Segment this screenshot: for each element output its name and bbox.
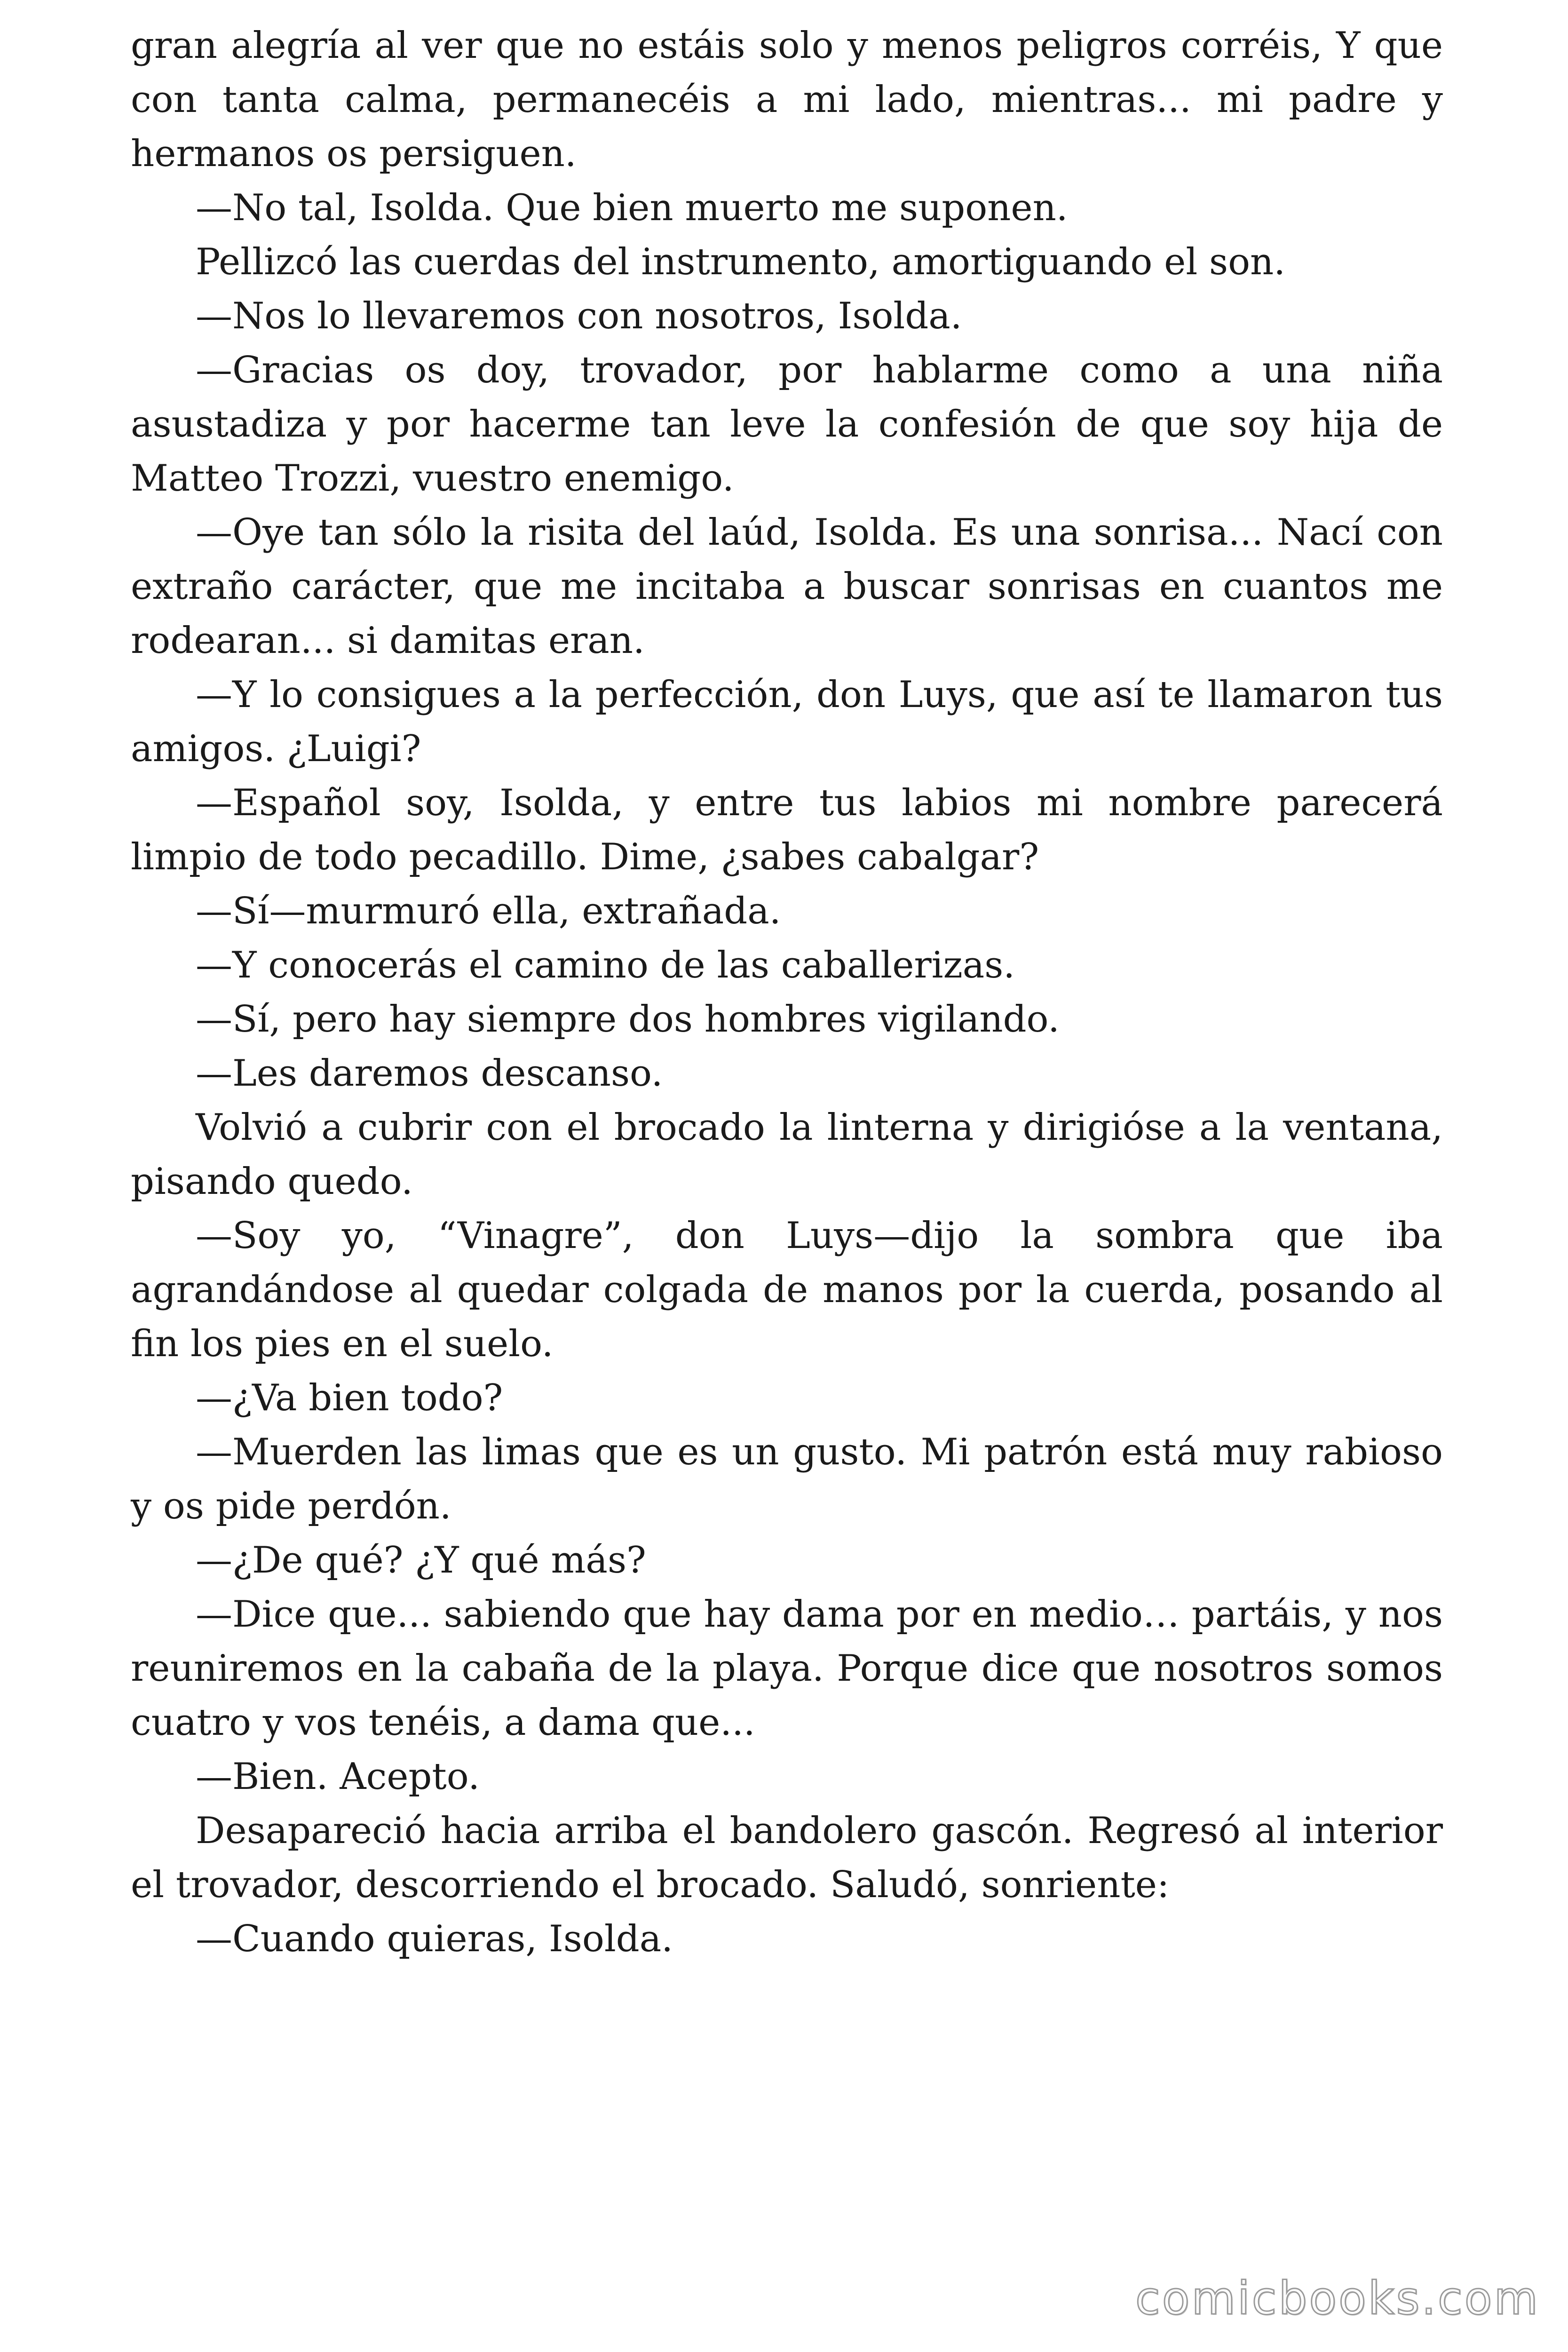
paragraph: —¿De qué? ¿Y qué más?	[196, 1539, 646, 1581]
book-page-text	[131, 19, 1443, 1966]
paragraph: —No tal, Isolda. Que bien muerto me suponen.	[196, 187, 1068, 229]
watermark: comicbooks.com	[1135, 2272, 1540, 2325]
paragraph: —Bien. Acepto.	[196, 1756, 480, 1798]
paragraph: —Nos lo llevaremos con nosotros, Isolda.	[196, 295, 962, 337]
paragraph: —Oye tan sólo la risita del laúd, Isolda. Es una sonrisa... Nací con extraño carácter, que me incitaba a buscar sonrisas en cuantos me rodearan... si damitas eran.	[131, 511, 1443, 662]
paragraph: —Sí—murmuró ella, extrañada.	[196, 890, 781, 932]
paragraph: —Y conocerás el camino de las caballerizas.	[196, 944, 1015, 986]
paragraph: —Sí, pero hay siempre dos hombres vigilando.	[196, 998, 1060, 1041]
paragraph: Desapareció hacia arriba el bandolero gascón. Regresó al interior el trovador, descorriendo el brocado. Saludó, sonriente:	[131, 1810, 1443, 1906]
paragraph: —Y lo consigues a la perfección, don Luys, que así te llamaron tus amigos. ¿Luigi?	[131, 674, 1443, 770]
paragraph: —Cuando quieras, Isolda.	[196, 1918, 673, 1960]
paragraph: —Muerden las limas que es un gusto. Mi patrón está muy rabioso y os pide perdón.	[131, 1431, 1443, 1527]
paragraph: gran alegría al ver que no estáis solo y menos peligros corréis, Y que con tanta calma, permanecéis a mi lado, mientras... mi padre y hermanos os persiguen.	[131, 24, 1443, 175]
paragraph: —Soy yo, “Vinagre”, don Luys—dijo la sombra que iba agrandándose al quedar colgada de manos por la cuerda, posando al fin los pies en el suelo.	[131, 1215, 1443, 1365]
paragraph: Volvió a cubrir con el brocado la linterna y dirigióse a la ventana, pisando quedo.	[131, 1106, 1443, 1203]
paragraph: —Les daremos descanso.	[196, 1052, 663, 1095]
paragraph: —Gracias os doy, trovador, por hablarme como a una niña asustadiza y por hacerme tan leve la confesión de que soy hija de Matteo Trozzi, vuestro enemigo.	[131, 349, 1443, 500]
paragraph: —Dice que... sabiendo que hay dama por en medio… partáis, y nos reuniremos en la cabaña de la playa. Porque dice que nosotros somos cuatro y vos tenéis, a dama que...	[131, 1593, 1443, 1744]
paragraph: —Español soy, Isolda, y entre tus labios mi nombre parecerá limpio de todo pecadillo. Dime, ¿sabes cabalgar?	[131, 782, 1443, 878]
paragraph: Pellizcó las cuerdas del instrumento, amortiguando el son.	[196, 241, 1286, 283]
paragraph: —¿Va bien todo?	[196, 1377, 503, 1419]
